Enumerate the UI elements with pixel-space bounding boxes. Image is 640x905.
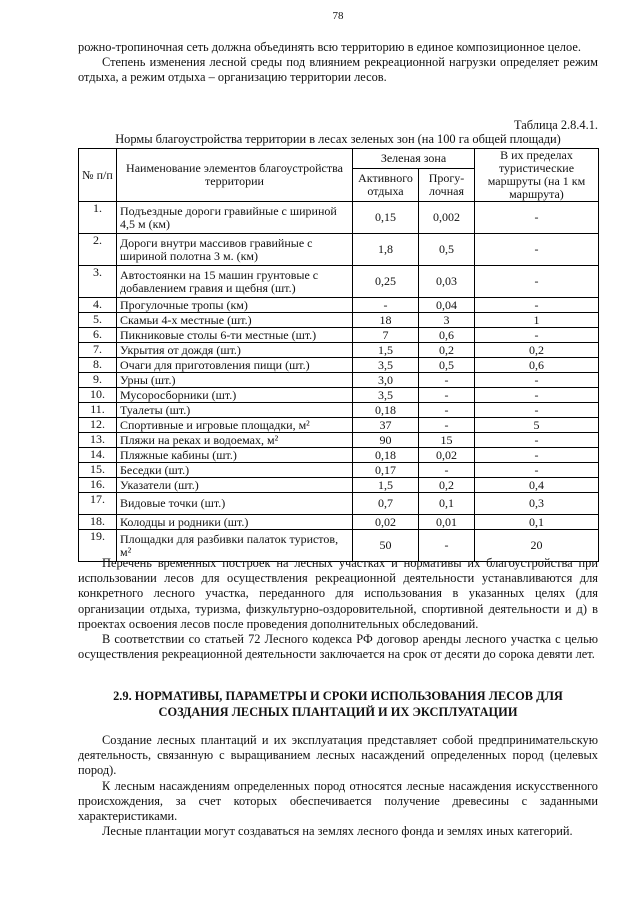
row-number: 10.: [79, 388, 117, 403]
row-route-value: 20: [475, 530, 599, 562]
row-route-value: -: [475, 266, 599, 298]
row-active-value: 1,8: [353, 234, 419, 266]
header-green-zone: Зеленая зона: [353, 149, 475, 169]
after-table-block: [78, 556, 598, 662]
row-route-value: 5: [475, 418, 599, 433]
row-active-value: 18: [353, 313, 419, 328]
row-route-value: 0,2: [475, 343, 599, 358]
row-number: 3.: [79, 266, 117, 298]
row-name: Подъездные дороги гравийные с шириной 4,5 м (км): [117, 202, 353, 234]
table-row: [79, 418, 599, 433]
row-number: 19.: [79, 530, 117, 562]
row-number: 14.: [79, 448, 117, 463]
paragraph-lease-term: В соответствии со статьей 72 Лесного кодекса РФ договор аренды лесного участка с целью осуществления рекреационной деятельности заключается на срок от десяти до сорока девяти лет.: [78, 632, 598, 662]
row-name: Площадки для разбивки палаток туристов, м²: [117, 530, 353, 562]
row-number: 12.: [79, 418, 117, 433]
row-route-value: 1: [475, 313, 599, 328]
row-active-value: 0,18: [353, 403, 419, 418]
row-number: 5.: [79, 313, 117, 328]
row-number: 7.: [79, 343, 117, 358]
row-name: Колодцы и родники (шт.): [117, 515, 353, 530]
row-number: 2.: [79, 234, 117, 266]
row-route-value: -: [475, 373, 599, 388]
table-row: [79, 234, 599, 266]
intro-paragraph-1: рожно-тропиночная сеть должна объединять всю территорию в единое композиционное целое.: [78, 40, 581, 54]
row-active-value: 0,25: [353, 266, 419, 298]
row-route-value: 0,3: [475, 493, 599, 515]
row-route-value: -: [475, 388, 599, 403]
row-number: 17.: [79, 493, 117, 515]
row-active-value: 0,7: [353, 493, 419, 515]
norms-table: [78, 148, 599, 562]
row-name: Прогулочные тропы (км): [117, 298, 353, 313]
row-route-value: -: [475, 463, 599, 478]
row-walking-value: -: [419, 418, 475, 433]
section-paragraph-2: К лесным насаждениям определенных пород относятся лесные насаждения искусственного происхождения, за счет которых обеспечивается получение древесины с заданными характеристиками.: [78, 778, 598, 824]
row-walking-value: 0,002: [419, 202, 475, 234]
row-walking-value: 0,01: [419, 515, 475, 530]
table-row: [79, 433, 599, 448]
row-name: Пляжные кабины (шт.): [117, 448, 353, 463]
intro-paragraph-2: Степень изменения лесной среды под влиянием рекреационной нагрузки определяет режим отдыха, а режим отдыха – организацию территории лесов.: [78, 55, 598, 85]
table-row: [79, 478, 599, 493]
row-walking-value: -: [419, 463, 475, 478]
table-row: [79, 202, 599, 234]
header-name: Наименование элементов благоустройства территории: [117, 149, 353, 202]
row-name: Указатели (шт.): [117, 478, 353, 493]
table-row: [79, 358, 599, 373]
table-title: Нормы благоустройства территории в лесах зеленых зон (на 100 га общей площади): [115, 132, 561, 146]
row-active-value: 1,5: [353, 343, 419, 358]
row-walking-value: 0,1: [419, 493, 475, 515]
row-number: 15.: [79, 463, 117, 478]
table-row: [79, 373, 599, 388]
header-routes: В их пределах туристические маршруты (на 1 км маршрута): [475, 149, 599, 202]
table-row: [79, 266, 599, 298]
row-name: Беседки (шт.): [117, 463, 353, 478]
row-number: 6.: [79, 328, 117, 343]
row-number: 1.: [79, 202, 117, 234]
row-number: 9.: [79, 373, 117, 388]
row-active-value: 0,18: [353, 448, 419, 463]
row-route-value: -: [475, 202, 599, 234]
row-route-value: 0,4: [475, 478, 599, 493]
row-active-value: 1,5: [353, 478, 419, 493]
table-label: Таблица 2.8.4.1.: [514, 118, 598, 132]
row-number: 16.: [79, 478, 117, 493]
row-name: Туалеты (шт.): [117, 403, 353, 418]
table-row: [79, 388, 599, 403]
row-number: 4.: [79, 298, 117, 313]
row-route-value: 0,1: [475, 515, 599, 530]
row-walking-value: 15: [419, 433, 475, 448]
row-name: Пикниковые столы 6-ти местные (шт.): [117, 328, 353, 343]
row-active-value: 90: [353, 433, 419, 448]
header-walking: Прогу-лочная: [419, 169, 475, 202]
row-name: Видовые точки (шт.): [117, 493, 353, 515]
row-route-value: -: [475, 403, 599, 418]
row-walking-value: 0,6: [419, 328, 475, 343]
row-name: Скамьи 4-х местные (шт.): [117, 313, 353, 328]
row-name: Пляжи на реках и водоемах, м²: [117, 433, 353, 448]
row-name: Мусоросборники (шт.): [117, 388, 353, 403]
row-active-value: 0,17: [353, 463, 419, 478]
table-row: [79, 313, 599, 328]
row-name: Дороги внутри массивов гравийные с шириной полотна 3 м. (км): [117, 234, 353, 266]
table-caption: [78, 118, 598, 146]
header-active: Активного отдыха: [353, 169, 419, 202]
page-number: 78: [332, 10, 344, 22]
row-number: 18.: [79, 515, 117, 530]
row-walking-value: -: [419, 373, 475, 388]
section-paragraph-1: Создание лесных плантаций и их эксплуатация представляет собой предпринимательскую деятельность, связанную с выращиванием лесных насаждений определенных пород (целевых пород).: [78, 733, 598, 778]
row-route-value: -: [475, 328, 599, 343]
intro-block: [78, 40, 598, 86]
row-walking-value: -: [419, 403, 475, 418]
row-number: 8.: [79, 358, 117, 373]
table-row: [79, 493, 599, 515]
row-name: Спортивные и игровые площадки, м²: [117, 418, 353, 433]
row-walking-value: 0,04: [419, 298, 475, 313]
table-row: [79, 515, 599, 530]
row-route-value: -: [475, 234, 599, 266]
row-active-value: 3,0: [353, 373, 419, 388]
table-row: [79, 298, 599, 313]
row-walking-value: 0,5: [419, 358, 475, 373]
row-walking-value: 0,03: [419, 266, 475, 298]
row-name: Очаги для приготовления пищи (шт.): [117, 358, 353, 373]
section-heading: 2.9. НОРМАТИВЫ, ПАРАМЕТРЫ И СРОКИ ИСПОЛЬЗОВАНИЯ ЛЕСОВ ДЛЯ СОЗДАНИЯ ЛЕСНЫХ ПЛАНТАЦИЙ И ИХ ЭКСПЛУАТАЦИИ: [113, 689, 563, 719]
row-active-value: -: [353, 298, 419, 313]
row-walking-value: 0,02: [419, 448, 475, 463]
row-active-value: 0,15: [353, 202, 419, 234]
row-name: Урны (шт.): [117, 373, 353, 388]
table-body: [79, 202, 599, 562]
row-name: Автостоянки на 15 машин грунтовые с добавлением гравия и щебня (шт.): [117, 266, 353, 298]
row-active-value: 50: [353, 530, 419, 562]
table-row: [79, 403, 599, 418]
row-route-value: -: [475, 433, 599, 448]
row-active-value: 3,5: [353, 388, 419, 403]
row-walking-value: 3: [419, 313, 475, 328]
table-row: [79, 328, 599, 343]
row-walking-value: -: [419, 388, 475, 403]
row-name: Укрытия от дождя (шт.): [117, 343, 353, 358]
row-active-value: 0,02: [353, 515, 419, 530]
table-row: [79, 448, 599, 463]
section-2-9: [78, 689, 598, 839]
paragraph-temporary-buildings: Перечень временных построек на лесных участках и нормативы их благоустройства при использовании лесов для осуществления рекреационной деятельности устанавливаются для конкретного лесного участка, переданного для использования в указанных целях (для организации отдыха, туризма, физкультурно-оздоровительной, спортивной деятельности и д) в проектах освоения лесов после проведения дополнительных обследований.: [78, 556, 598, 631]
row-active-value: 7: [353, 328, 419, 343]
row-active-value: 3,5: [353, 358, 419, 373]
row-active-value: 37: [353, 418, 419, 433]
table-row: [79, 343, 599, 358]
row-number: 13.: [79, 433, 117, 448]
row-number: 11.: [79, 403, 117, 418]
row-walking-value: 0,2: [419, 478, 475, 493]
row-walking-value: 0,5: [419, 234, 475, 266]
row-walking-value: 0,2: [419, 343, 475, 358]
row-walking-value: -: [419, 530, 475, 562]
header-num: № п/п: [79, 149, 117, 202]
section-paragraph-3: Лесные плантации могут создаваться на землях лесного фонда и землях иных категорий.: [102, 824, 573, 839]
row-route-value: -: [475, 298, 599, 313]
row-route-value: -: [475, 448, 599, 463]
table-row: [79, 463, 599, 478]
row-route-value: 0,6: [475, 358, 599, 373]
